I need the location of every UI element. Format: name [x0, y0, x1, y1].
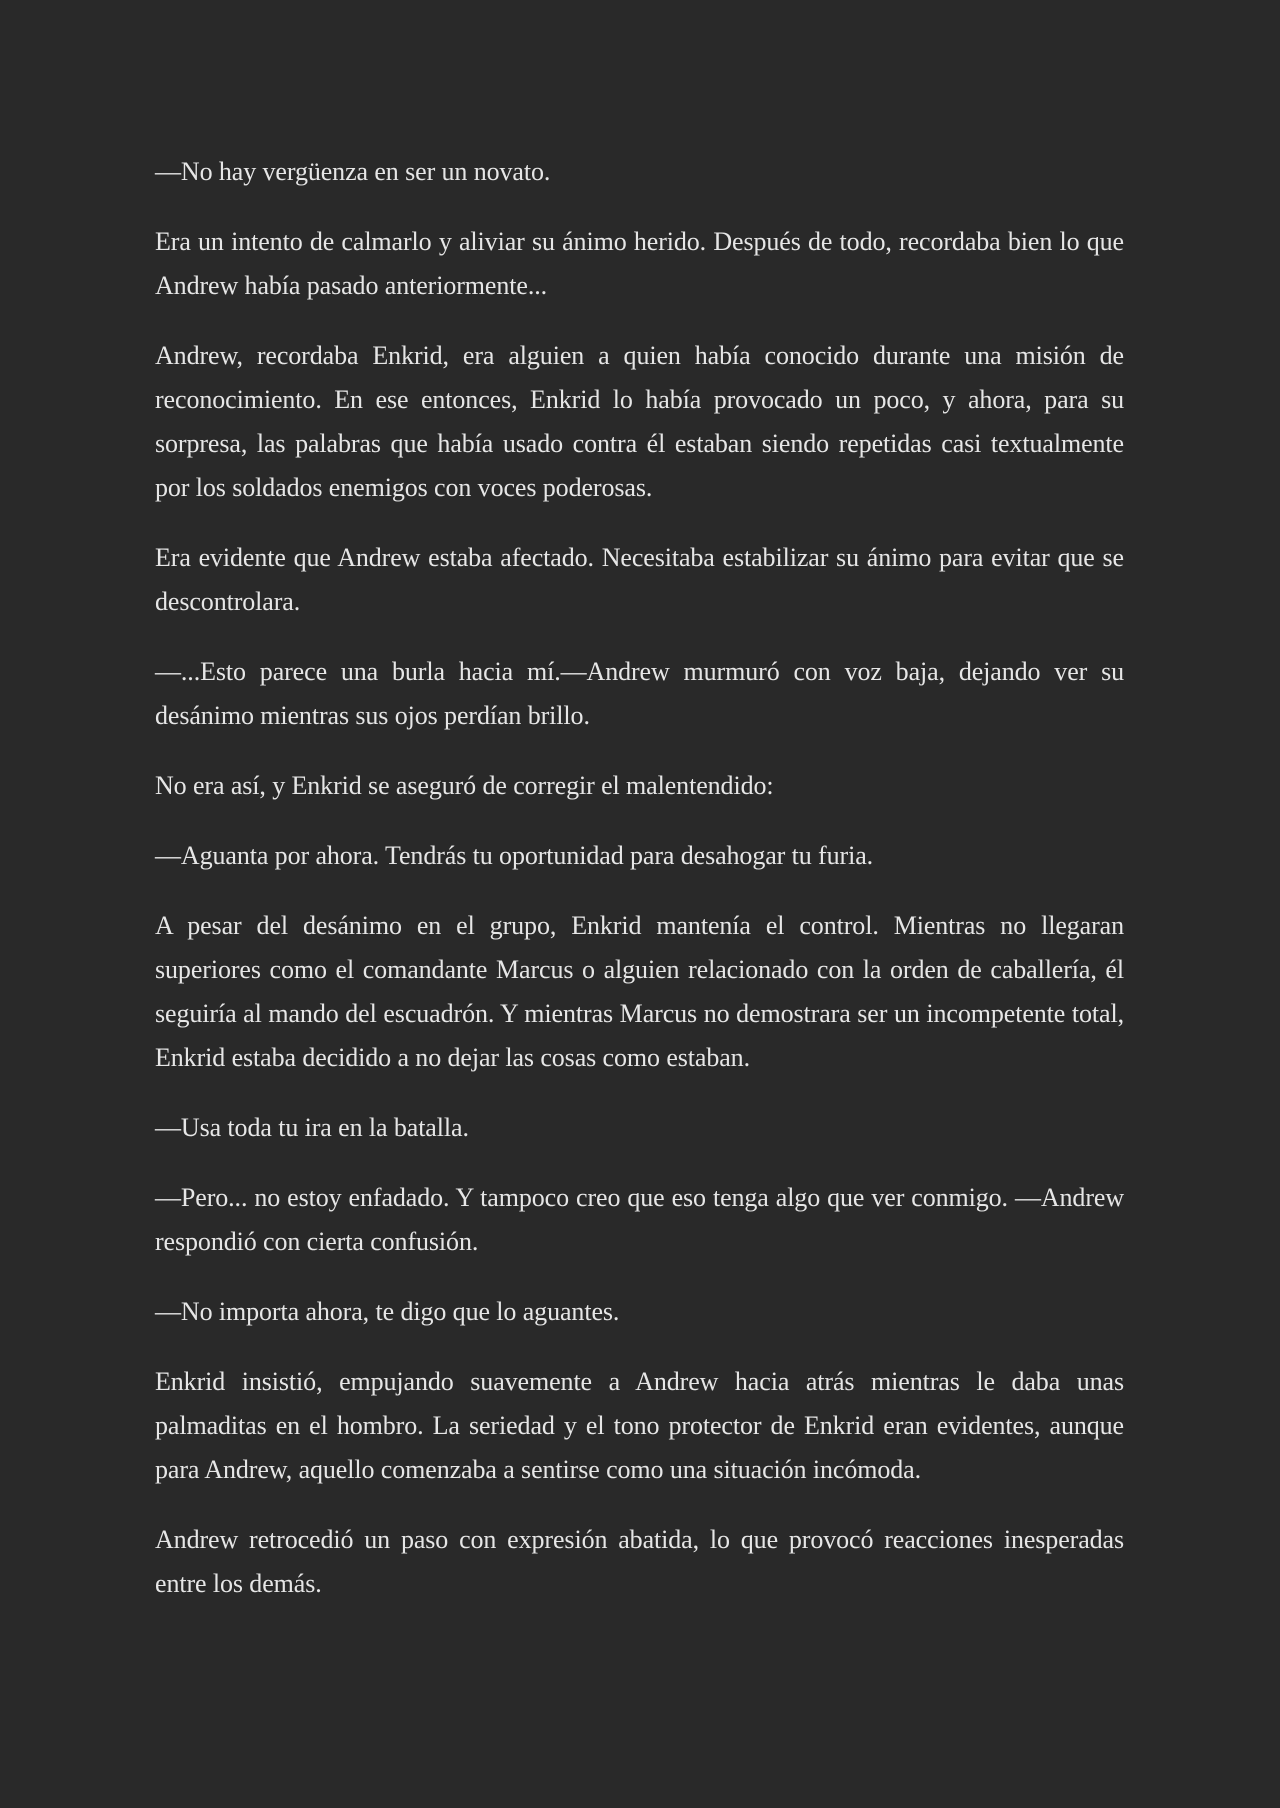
paragraph: —Usa toda tu ira en la batalla. — [155, 1113, 469, 1142]
paragraph: A pesar del desánimo en el grupo, Enkrid mantenía el control. Mientras no llegaran superiores como el comandante Marcus o alguien relacionado con la orden de caballería, él seguiría al mando del escuadrón. Y mientras Marcus no demostrara ser un incompetente total, Enkrid estaba decidido a no dejar las cosas como estaban. — [155, 911, 1124, 1072]
paragraph: —No importa ahora, te digo que lo aguantes. — [155, 1297, 620, 1326]
paragraph: —Pero... no estoy enfadado. Y tampoco creo que eso tenga algo que ver conmigo. —Andrew respondió con cierta confusión. — [155, 1183, 1124, 1256]
reader-page — [155, 150, 1124, 1632]
paragraph: Andrew retrocedió un paso con expresión abatida, lo que provocó reacciones inesperadas entre los demás. — [155, 1525, 1124, 1598]
paragraph: —Aguanta por ahora. Tendrás tu oportunidad para desahogar tu furia. — [155, 841, 874, 870]
paragraph: —No hay vergüenza en ser un novato. — [155, 157, 551, 186]
paragraph: Era un intento de calmarlo y aliviar su ánimo herido. Después de todo, recordaba bien lo que Andrew había pasado anteriormente... — [155, 227, 1124, 300]
paragraph: —...Esto parece una burla hacia mí.—Andrew murmuró con voz baja, dejando ver su desánimo mientras sus ojos perdían brillo. — [155, 657, 1124, 730]
paragraph: Andrew, recordaba Enkrid, era alguien a quien había conocido durante una misión de reconocimiento. En ese entonces, Enkrid lo había provocado un poco, y ahora, para su sorpresa, las palabras que había usado contra él estaban siendo repetidas casi textualmente por los soldados enemigos con voces poderosas. — [155, 341, 1124, 502]
paragraph: No era así, y Enkrid se aseguró de corregir el malentendido: — [155, 771, 774, 800]
paragraph: Era evidente que Andrew estaba afectado. Necesitaba estabilizar su ánimo para evitar que se descontrolara. — [155, 543, 1124, 616]
paragraph: Enkrid insistió, empujando suavemente a Andrew hacia atrás mientras le daba unas palmaditas en el hombro. La seriedad y el tono protector de Enkrid eran evidentes, aunque para Andrew, aquello comenzaba a sentirse como una situación incómoda. — [155, 1367, 1124, 1484]
